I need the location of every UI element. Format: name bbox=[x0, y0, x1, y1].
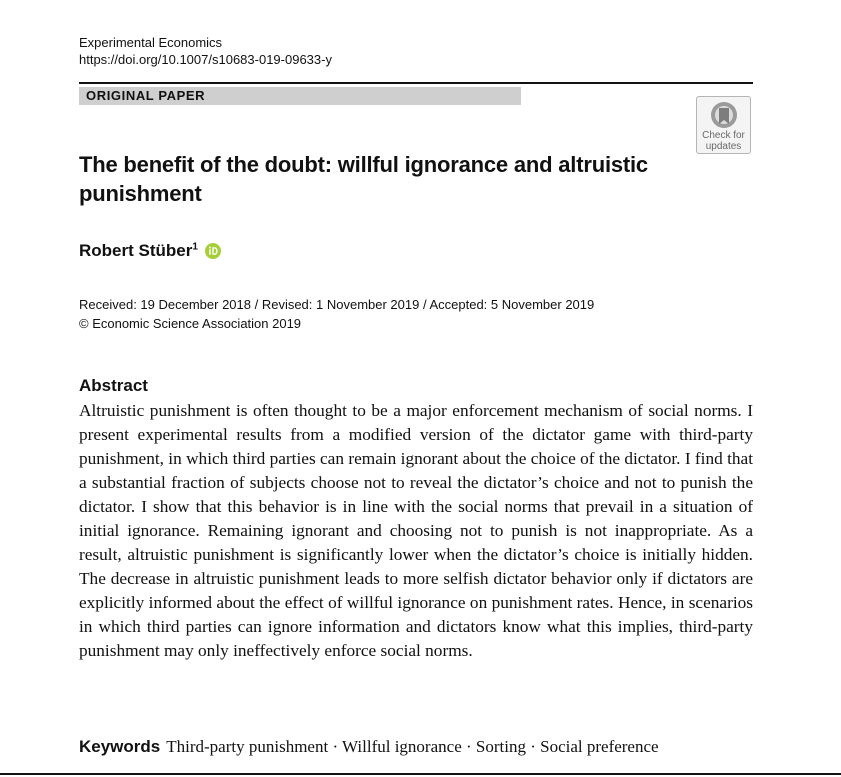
abstract-heading: Abstract bbox=[79, 376, 148, 395]
keywords-list: Third-party punishment · Willful ignorance · Sorting · Social preference bbox=[166, 737, 659, 756]
footer-rule bbox=[0, 773, 841, 775]
check-for-updates-line2: updates bbox=[705, 141, 742, 152]
publication-dates bbox=[79, 295, 594, 333]
journal-name: Experimental Economics bbox=[79, 35, 223, 50]
doi-link[interactable]: https://doi.org/10.1007/s10683-019-09633-y bbox=[79, 52, 332, 67]
orcid-icon[interactable] bbox=[205, 243, 221, 259]
header-rule bbox=[79, 82, 753, 84]
abstract-text: Altruistic punishment is often thought to be a major enforcement mechanism of social norms. I present experimental results from a modified version of the dictator game with third-party punishment, in which third parties can remain ignorant about the choice of the dictator. I find that a substantial fraction of subjects choose not to reveal the dictator’s choice and not to punish the dictator. I show that this behavior is in line with the social norms that prevail in a situation of initial ignorance. Remaining ignorant and choosing not to punish is not inappropriate. As a result, altruistic punishment is significantly lower when the dictator’s choice is initially hidden. The decrease in altruistic punishment leads to more selfish dictator behavior only if dictators are explicitly informed about the effect of willful ignorance on punishment rates. Hence, in scenarios in which third parties can ignore information and dictators know what this implies, third-party punishment may only ineffectively enforce social norms. bbox=[79, 401, 753, 660]
copyright-line: © Economic Science Association 2019 bbox=[79, 316, 302, 331]
check-for-updates-icon bbox=[709, 100, 739, 130]
author-block bbox=[79, 240, 221, 262]
check-for-updates-line1: Check for bbox=[702, 130, 745, 141]
keywords-label: Keywords bbox=[79, 737, 161, 756]
history-dates: Received: 19 December 2018 / Revised: 1 November 2019 / Accepted: 5 November 2019 bbox=[79, 297, 595, 312]
check-for-updates-button[interactable] bbox=[696, 96, 751, 154]
keywords-line bbox=[79, 736, 659, 758]
paper-title: The benefit of the doubt: willful ignorance and altruistic punishment bbox=[79, 152, 648, 206]
author-name: Robert Stüber bbox=[79, 241, 193, 260]
author-affiliation-mark: 1 bbox=[192, 241, 198, 253]
journal-header bbox=[79, 34, 332, 68]
section-label: ORIGINAL PAPER bbox=[79, 87, 521, 105]
